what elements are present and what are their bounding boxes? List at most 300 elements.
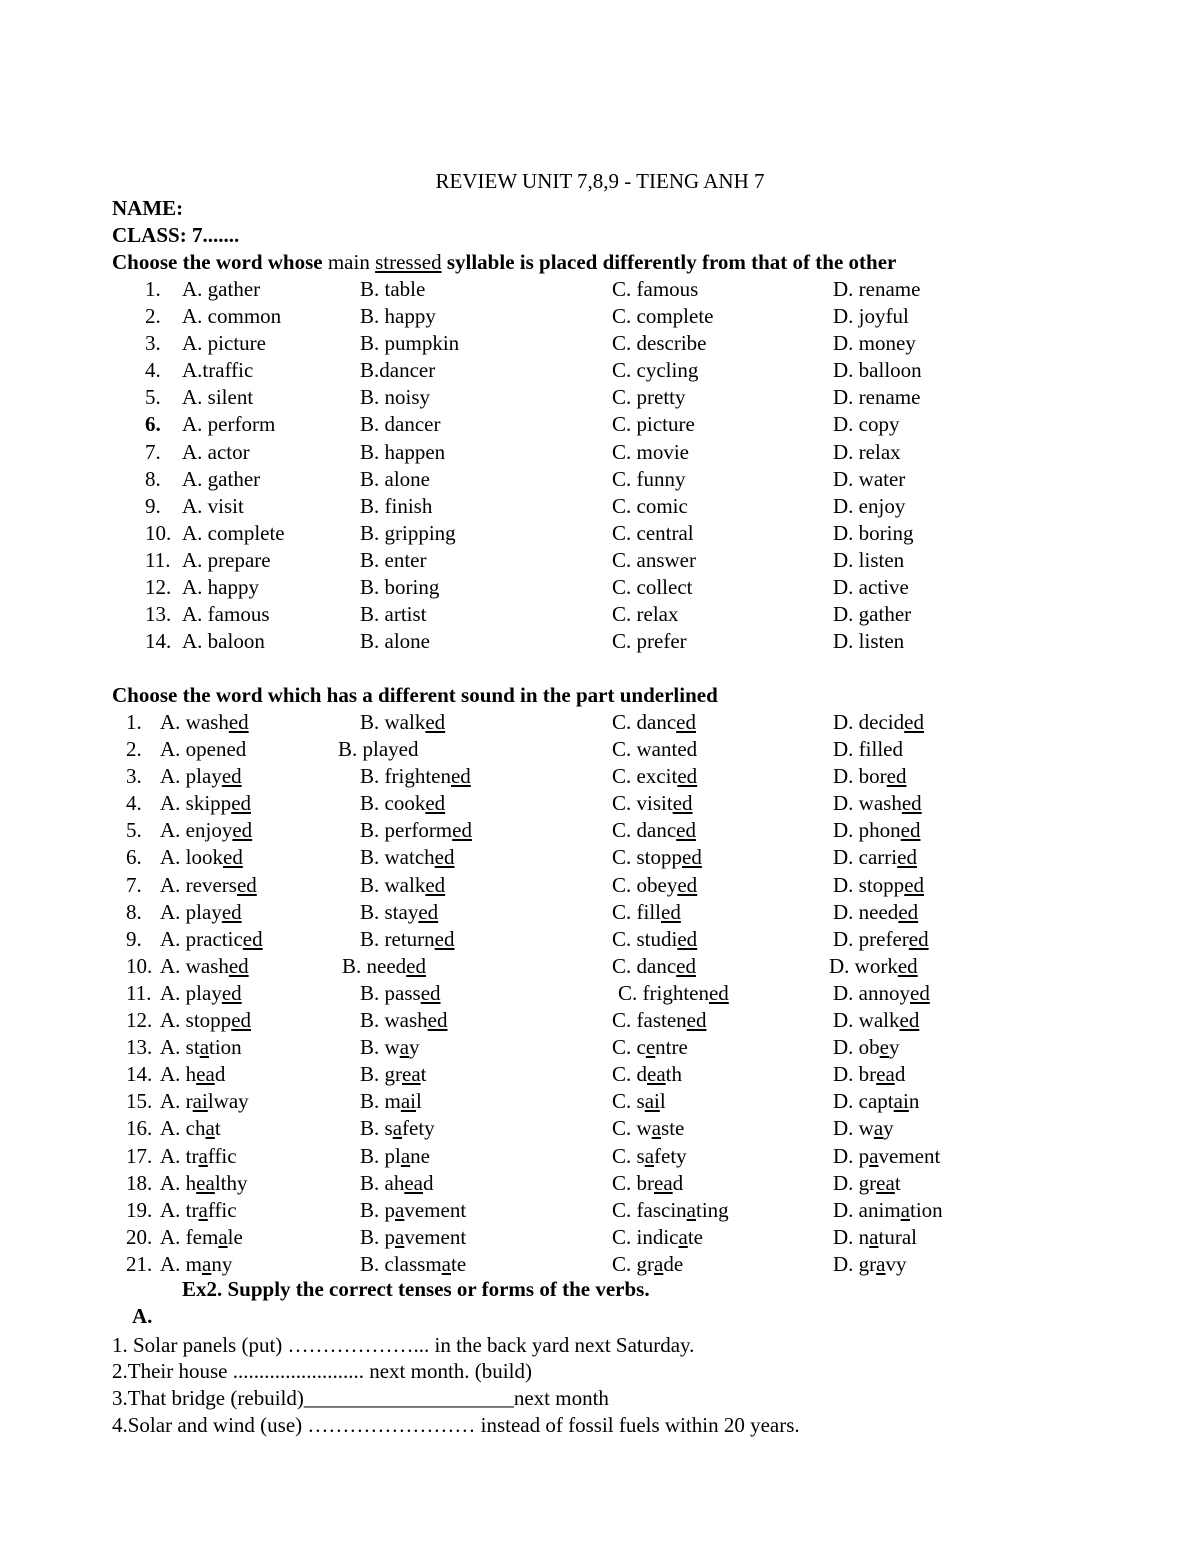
option-text: le	[227, 1224, 243, 1249]
question-row	[0, 466, 1200, 493]
option-text: B. m	[360, 1089, 401, 1114]
option-text: ting	[695, 1197, 729, 1222]
section2-heading: Choose the word which has a different sound in the part underlined	[112, 683, 718, 707]
option-text: D. carri	[833, 845, 898, 870]
underlined-part: ed	[231, 791, 252, 816]
option-a	[160, 763, 242, 790]
option-d	[833, 844, 917, 871]
option-b: B. happen	[360, 439, 446, 464]
option-a: A. baloon	[182, 629, 265, 654]
option-text: C. excit	[612, 764, 678, 789]
option-b	[360, 1170, 433, 1197]
question-row	[0, 1143, 1200, 1170]
underlined-part: ed	[228, 953, 249, 978]
option-c	[612, 899, 681, 926]
option-text: de	[663, 1251, 684, 1276]
option-d	[833, 790, 922, 817]
question-number: 21.	[126, 1251, 153, 1276]
option-d	[833, 1034, 900, 1061]
option-text: tion	[209, 1035, 242, 1060]
option-c	[612, 790, 693, 817]
underlined-part: ai	[400, 1089, 416, 1114]
underlined-part: ed	[900, 818, 921, 843]
question-row	[0, 1115, 1200, 1142]
underlined-part: a	[678, 1224, 688, 1249]
underlined-part: a	[395, 1224, 405, 1249]
underlined-part: ed	[221, 764, 242, 789]
option-text: B. played	[338, 737, 419, 762]
option-text: B. return	[360, 926, 435, 951]
option-a	[160, 980, 242, 1007]
underlined-part: ai	[192, 1089, 208, 1114]
option-a	[160, 1115, 221, 1142]
exercise-line: 3.That bridge (rebuild)____________________next month	[112, 1386, 609, 1410]
option-a	[160, 1197, 237, 1224]
option-text: d	[672, 1170, 684, 1195]
option-b: B. happy	[360, 304, 436, 329]
option-text: C. d	[612, 1062, 648, 1087]
option-c	[612, 736, 697, 763]
underlined-part: ed	[899, 1008, 920, 1033]
underlined-part: ed	[677, 872, 698, 897]
option-text: A. stopp	[160, 1008, 232, 1033]
underlined-part: ed	[676, 953, 696, 978]
option-text: C. fill	[612, 899, 662, 924]
option-text: y	[889, 1035, 900, 1060]
option-d: D. boring	[833, 520, 914, 545]
option-text: B. pass	[360, 980, 421, 1005]
option-b	[360, 1007, 448, 1034]
question-row	[0, 899, 1200, 926]
underlined-part: a	[218, 1224, 228, 1249]
option-text: te	[451, 1251, 467, 1276]
option-text: C. stopp	[612, 845, 683, 870]
option-b	[342, 953, 426, 980]
option-text: D. gr	[833, 1251, 877, 1276]
option-text: te	[687, 1224, 703, 1249]
option-c	[612, 872, 697, 899]
option-text: t	[894, 1170, 901, 1195]
option-text: l	[659, 1089, 666, 1114]
option-text: A. h	[160, 1062, 197, 1087]
underlined-part: a	[392, 1116, 403, 1141]
option-a	[160, 953, 249, 980]
option-text: C. br	[612, 1170, 654, 1195]
question-number: 14.	[145, 629, 172, 654]
option-text: tion	[909, 1197, 943, 1222]
option-text: A. opened	[160, 737, 247, 762]
option-text: B. stay	[360, 899, 419, 924]
underlined-part: ed	[420, 980, 441, 1005]
option-c: C. picture	[612, 412, 695, 437]
option-text: fety	[654, 1143, 687, 1168]
option-text: D. work	[829, 953, 898, 978]
underlined-part: ed	[897, 845, 917, 870]
option-text: C. s	[612, 1143, 645, 1168]
option-d: D. joyful	[833, 304, 909, 329]
question-number: 10.	[145, 520, 172, 545]
underlined-part: ed	[221, 899, 242, 924]
ex2-heading: Ex2. Supply the correct tenses or forms of the verbs.	[182, 1277, 650, 1301]
question-number: 8.	[126, 899, 142, 924]
underlined-part: ed	[897, 953, 918, 978]
option-a: A. famous	[182, 602, 270, 627]
option-d	[833, 1115, 894, 1142]
underlined-part: a	[900, 1197, 910, 1222]
option-c: C. comic	[612, 493, 688, 518]
option-a: A. happy	[182, 575, 259, 600]
option-c: C. movie	[612, 439, 689, 464]
underlined-part: ed	[425, 710, 446, 734]
heading-text: main	[327, 250, 370, 274]
underlined-part: ed	[677, 764, 698, 789]
option-a: A. gather	[182, 466, 261, 491]
section1-heading	[112, 249, 896, 276]
option-text: A. revers	[160, 872, 237, 897]
question-number: 7.	[126, 872, 142, 897]
question-row	[0, 1224, 1200, 1251]
option-d	[833, 899, 918, 926]
option-text: n	[908, 1089, 920, 1114]
option-text: C. w	[612, 1116, 652, 1141]
option-text: ste	[661, 1116, 685, 1141]
option-a: A.traffic	[182, 358, 254, 383]
option-d: D. rename	[833, 277, 921, 301]
option-text: A. skipp	[160, 791, 232, 816]
option-d	[833, 1197, 943, 1224]
option-text: C. studi	[612, 926, 678, 951]
underlined-part: ea	[402, 1062, 421, 1087]
question-row	[0, 439, 1200, 466]
option-c: C. answer	[612, 547, 696, 572]
question-number: 4.	[145, 358, 161, 383]
option-text: B. walk	[360, 710, 426, 734]
option-a	[160, 709, 249, 736]
option-c	[612, 817, 696, 844]
option-c	[612, 953, 696, 980]
question-number: 6.	[126, 845, 142, 870]
underlined-part: ed	[452, 818, 472, 843]
question-row	[0, 872, 1200, 899]
option-text: D. need	[833, 899, 899, 924]
question-number: 3.	[145, 331, 161, 356]
option-a	[160, 736, 246, 763]
option-b	[338, 736, 418, 763]
question-number: 9.	[145, 493, 161, 518]
question-row	[0, 1007, 1200, 1034]
question-number: 7.	[145, 439, 161, 464]
option-c	[612, 1143, 687, 1170]
option-b: B. pumpkin	[360, 331, 460, 356]
option-text: A. play	[160, 899, 222, 924]
option-c	[612, 763, 697, 790]
question-row	[0, 790, 1200, 817]
class-label: CLASS: 7.......	[112, 223, 240, 247]
option-text: B. ah	[360, 1170, 405, 1195]
option-d: D. relax	[833, 439, 901, 464]
question-number: 5.	[126, 818, 142, 843]
option-d: D. copy	[833, 412, 900, 437]
underlined-part: ed	[425, 791, 446, 816]
option-a	[160, 926, 263, 953]
option-d	[833, 763, 907, 790]
underlined-part: a	[198, 1143, 208, 1168]
underlined-part: ed	[676, 818, 696, 843]
question-row	[0, 330, 1200, 357]
question-number: 11.	[145, 547, 171, 572]
option-d	[833, 709, 924, 736]
underlined-part: ed	[708, 980, 729, 1005]
question-number: 8.	[145, 466, 161, 491]
option-b: B. alone	[360, 466, 430, 491]
option-text: ny	[211, 1251, 233, 1276]
option-text: t	[214, 1116, 221, 1141]
option-d: D. rename	[833, 385, 921, 410]
option-b	[360, 1197, 466, 1224]
option-text: D. decid	[833, 710, 905, 734]
question-number: 10.	[126, 953, 153, 978]
question-row	[0, 953, 1200, 980]
underlined-part: a	[400, 1143, 411, 1168]
question-number: 16.	[126, 1116, 153, 1141]
underlined-part: a	[651, 1116, 662, 1141]
option-text: th	[665, 1062, 683, 1087]
option-a: A. visit	[182, 493, 244, 518]
question-number: 2.	[126, 737, 142, 762]
option-a	[160, 1170, 248, 1197]
option-text: A. play	[160, 980, 222, 1005]
option-text: A. m	[160, 1251, 202, 1276]
question-row	[0, 411, 1200, 438]
option-text: D. filled	[833, 737, 903, 762]
option-c: C. pretty	[612, 385, 686, 410]
option-a	[160, 899, 242, 926]
option-d: D. active	[833, 575, 909, 600]
option-d: D. water	[833, 466, 906, 491]
underlined-part: a	[198, 1197, 208, 1222]
question-number: 9.	[126, 926, 142, 951]
question-number: 5.	[145, 385, 161, 410]
option-d	[833, 1061, 905, 1088]
question-row	[0, 709, 1200, 736]
option-a: A. prepare	[182, 547, 271, 572]
question-number: 13.	[145, 602, 172, 627]
underlined-part: ai	[893, 1089, 909, 1114]
underlined-part: ed	[676, 710, 696, 734]
question-row	[0, 1061, 1200, 1088]
underlined-part: ea	[404, 1170, 423, 1195]
option-text: l	[416, 1089, 422, 1114]
option-c	[612, 1034, 688, 1061]
option-a	[160, 1007, 251, 1034]
option-d: D. listen	[833, 547, 905, 572]
option-text: C. fascin	[612, 1197, 687, 1222]
heading-underlined-text: stressed	[375, 250, 442, 274]
option-c	[612, 1197, 729, 1224]
option-text: A. look	[160, 845, 223, 870]
option-b: B. boring	[360, 575, 440, 600]
option-text: B. frighten	[360, 764, 451, 789]
option-text: A. r	[160, 1089, 193, 1114]
underlined-part: ea	[647, 1062, 666, 1087]
question-row	[0, 601, 1200, 628]
option-text: C. gr	[612, 1251, 654, 1276]
option-b: B.dancer	[360, 358, 436, 383]
option-a: A. silent	[182, 385, 254, 410]
option-c: C. collect	[612, 575, 693, 600]
exercise-line: 1. Solar panels (put) ………………... in the back yard next Saturday.	[112, 1333, 695, 1357]
underlined-part: a	[441, 1251, 451, 1276]
sound-question-list	[0, 709, 1200, 1278]
option-b: B. finish	[360, 493, 433, 518]
option-d	[833, 980, 930, 1007]
option-a	[160, 1143, 237, 1170]
option-text: B. need	[342, 953, 407, 978]
option-a	[160, 817, 252, 844]
option-b	[360, 817, 472, 844]
question-number: 2.	[145, 304, 161, 329]
option-text: D. stopp	[833, 872, 905, 897]
option-c: C. central	[612, 520, 694, 545]
option-c	[612, 926, 697, 953]
option-text: vement	[878, 1143, 941, 1168]
underlined-part: ed	[672, 791, 693, 816]
option-text: C. indic	[612, 1224, 679, 1249]
underlined-part: ed	[242, 926, 263, 951]
underlined-part: ea	[654, 1170, 673, 1195]
option-a: A. perform	[182, 412, 276, 437]
question-number: 1.	[126, 710, 142, 734]
option-c	[612, 1088, 666, 1115]
option-text: y	[409, 1035, 420, 1060]
question-number: 19.	[126, 1197, 153, 1222]
underlined-part: a	[395, 1197, 405, 1222]
option-text: d	[422, 1170, 434, 1195]
option-text: ntre	[655, 1035, 688, 1060]
option-a	[160, 790, 251, 817]
option-text: D. w	[833, 1116, 874, 1141]
option-c: C. relax	[612, 602, 679, 627]
option-text: C. danc	[612, 710, 677, 734]
option-d: D. money	[833, 331, 916, 356]
option-a	[160, 1251, 232, 1278]
option-text: D. gr	[833, 1170, 877, 1195]
option-b	[360, 926, 454, 953]
option-text: A. tr	[160, 1143, 199, 1168]
underlined-part: a	[869, 1143, 879, 1168]
option-a	[160, 872, 257, 899]
underlined-part: ed	[908, 926, 929, 951]
option-text: A. wash	[160, 953, 229, 978]
option-c: C. cycling	[612, 358, 699, 383]
option-b	[360, 1251, 466, 1278]
underlined-part: ed	[904, 710, 924, 734]
question-number: 12.	[126, 1008, 153, 1033]
option-text: C. danc	[612, 953, 677, 978]
option-a	[160, 844, 243, 871]
underlined-part: ed	[425, 872, 446, 897]
option-text: B. watch	[360, 845, 435, 870]
option-text: D. prefer	[833, 926, 909, 951]
option-text: B. classm	[360, 1251, 442, 1276]
question-row	[0, 926, 1200, 953]
underlined-part: ed	[427, 1008, 448, 1033]
option-b	[360, 763, 471, 790]
question-row	[0, 817, 1200, 844]
underlined-part: ed	[434, 845, 455, 870]
question-row	[0, 628, 1200, 655]
underlined-part: a	[873, 1116, 884, 1141]
name-label: NAME:	[112, 196, 184, 220]
option-text: D. p	[833, 1143, 870, 1168]
option-text: D. ob	[833, 1035, 880, 1060]
option-text: vement	[404, 1197, 467, 1222]
option-d	[833, 1170, 901, 1197]
underlined-part: a	[869, 1224, 879, 1249]
option-text: D. n	[833, 1224, 870, 1249]
option-text: D. anim	[833, 1197, 901, 1222]
option-text: A. st	[160, 1035, 200, 1060]
question-row	[0, 357, 1200, 384]
question-number: 20.	[126, 1224, 153, 1249]
option-c: C. complete	[612, 304, 714, 329]
option-text: C. visit	[612, 791, 673, 816]
option-a	[160, 1061, 225, 1088]
question-row	[0, 493, 1200, 520]
option-d	[833, 817, 921, 844]
question-number: 1.	[145, 277, 161, 301]
option-a: A. complete	[182, 520, 285, 545]
option-b: B. gripping	[360, 520, 456, 545]
underlined-part: ed	[904, 872, 925, 897]
underlined-part: a	[399, 1035, 410, 1060]
question-number: 13.	[126, 1035, 153, 1060]
option-d	[833, 1088, 919, 1115]
option-c	[612, 1115, 684, 1142]
option-a: A. common	[182, 304, 282, 329]
option-d	[833, 872, 924, 899]
underlined-part: ed	[418, 899, 439, 924]
option-c	[612, 1061, 682, 1088]
question-number: 6.	[145, 412, 161, 437]
option-a: A. gather	[182, 277, 261, 301]
part-a-label: A.	[132, 1304, 153, 1328]
underlined-part: ed	[231, 1008, 252, 1033]
option-d: D. balloon	[833, 358, 922, 383]
option-a	[160, 1224, 243, 1251]
question-row	[0, 276, 1200, 303]
stress-question-list	[0, 276, 1200, 655]
option-c: C. prefer	[612, 629, 687, 654]
option-text: D. wash	[833, 791, 902, 816]
question-number: 11.	[126, 980, 152, 1005]
question-row	[0, 1197, 1200, 1224]
option-text: D. br	[833, 1062, 877, 1087]
underlined-part: ed	[886, 764, 907, 789]
option-text: C. c	[612, 1035, 646, 1060]
underlined-part: ea	[876, 1170, 895, 1195]
option-b	[360, 1224, 466, 1251]
question-row	[0, 1170, 1200, 1197]
question-row	[0, 844, 1200, 871]
option-c: C. famous	[612, 277, 699, 301]
underlined-part: e	[879, 1035, 889, 1060]
option-b: B. table	[360, 277, 426, 301]
option-text: lthy	[214, 1170, 248, 1195]
option-text: D. bor	[833, 764, 887, 789]
option-text: C. s	[612, 1089, 645, 1114]
option-a	[160, 1034, 242, 1061]
